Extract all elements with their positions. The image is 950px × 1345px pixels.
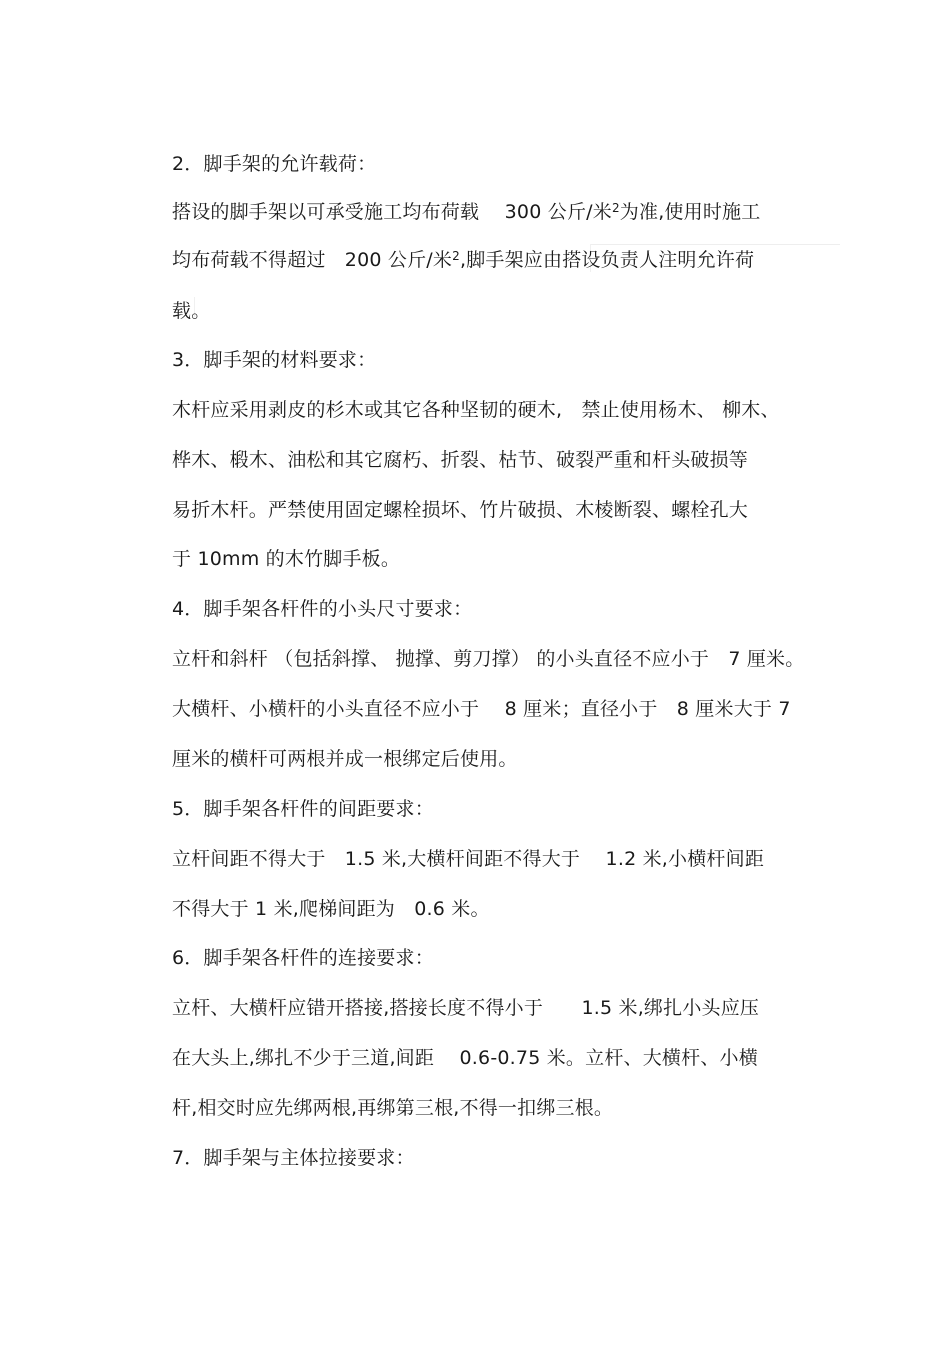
paragraph-line: 均布荷载不得超过 200 公斤/米$^2$,脚手架应由搭设负责人注明允许荷 [172, 249, 755, 271]
paragraph-line: 在大头上,绑扎不少于三道,间距 0.6-0.75 米。立杆、大横杆、小横 [172, 1047, 758, 1069]
superscript: 2 [611, 201, 620, 215]
paragraph-line: 搭设的脚手架以可承受施工均布荷载 300 公斤/米$^2$为准,使用时施工 [172, 201, 761, 223]
section-heading-6: 6．脚手架各杆件的连接要求： [172, 947, 434, 969]
section-heading-7: 7．脚手架与主体拉接要求： [172, 1147, 415, 1169]
paragraph-line: 大横杆、小横杆的小头直径不应小于 8 厘米；直径小于 8 厘米大于 7 [172, 698, 791, 720]
paragraph-line: 立杆、大横杆应错开搭接,搭接长度不得小于 1.5 米,绑扎小头应压 [172, 997, 760, 1019]
section-heading-2: 2．脚手架的允许载荷： [172, 153, 377, 175]
paragraph-line: 杆,相交时应先绑两根,再绑第三根,不得一扣绑三根。 [172, 1097, 614, 1119]
paragraph-line: 立杆间距不得大于 1.5 米,大横杆间距不得大于 1.2 米,小横杆间距 [172, 848, 765, 870]
paragraph-line: 易折木杆。严禁使用固定螺栓损坏、竹片破损、木棱断裂、螺栓孔大 [172, 499, 749, 521]
faint-rule [590, 244, 840, 245]
paragraph-line: 桦木、椴木、油松和其它腐朽、折裂、枯节、破裂严重和杆头破损等 [172, 449, 749, 471]
paragraph-line: 于 10mm 的木竹脚手板。 [172, 548, 401, 570]
superscript: 2 [452, 249, 460, 263]
paragraph-line: 木杆应采用剥皮的杉木或其它各种坚韧的硬木, 禁止使用杨木、 柳木、 [172, 399, 780, 421]
paragraph-line: 不得大于 1 米,爬梯间距为 0.6 米。 [172, 898, 490, 920]
section-heading-5: 5．脚手架各杆件的间距要求： [172, 798, 434, 820]
paragraph-line: 立杆和斜杆 （包括斜撑、 抛撑、剪刀撑） 的小头直径不应小于 7 厘米。 [172, 648, 805, 670]
section-heading-3: 3．脚手架的材料要求： [172, 349, 377, 371]
paragraph-line: 厘米的横杆可两根并成一根绑定后使用。 [172, 748, 518, 770]
paragraph-line: 载。 [172, 300, 211, 322]
section-heading-4: 4．脚手架各杆件的小头尺寸要求： [172, 598, 473, 620]
